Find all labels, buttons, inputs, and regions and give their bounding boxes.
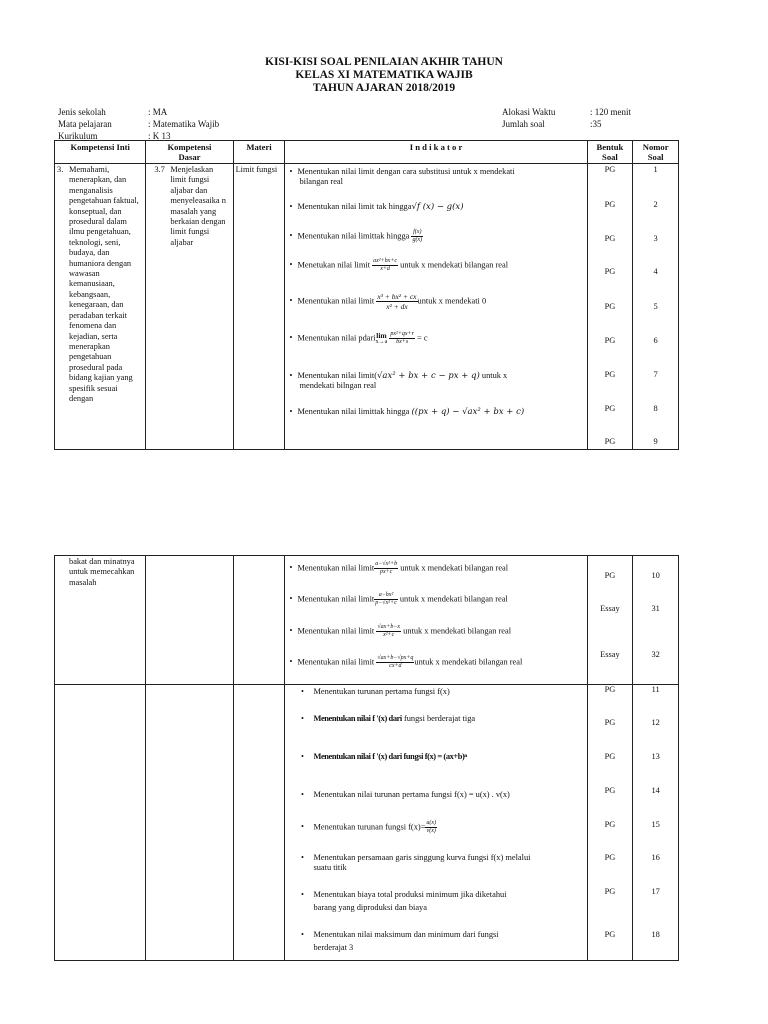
indikator-31-num: a−bx² bbox=[374, 592, 398, 600]
indikator-5-fraction bbox=[376, 292, 417, 311]
indikator-15-fraction bbox=[425, 820, 437, 835]
indikator-6-den: bx+s bbox=[396, 339, 409, 345]
bentuk-31: Essay bbox=[600, 604, 620, 613]
indikator-3-num: f(x) bbox=[413, 229, 422, 235]
indikator-15: • Menentukan turunan fungsi f(x)= $\frac{u(x)}{v(x)}$ bbox=[301, 820, 437, 834]
header-indikator: I n d i k a t o r bbox=[285, 141, 587, 164]
indikator-3: • Menentukan nilai limittak hingga $\frac{f(x)}{g(x)}$ bbox=[289, 229, 423, 243]
indikator-7-text-cont: untuk x bbox=[481, 371, 508, 380]
indikator-4-text: Menetukan nilai limit bbox=[297, 260, 371, 270]
materi-cell-empty bbox=[233, 685, 285, 961]
indikator-ess-text-cont: untuk x mendekati bilangan real bbox=[403, 626, 512, 636]
indikator-cell-2b bbox=[285, 685, 587, 961]
indikator-18-text: Menentukan nilai maksimum dan minimum dari fungsi bbox=[313, 930, 499, 939]
nomor-1: 1 bbox=[653, 165, 658, 174]
bentuk-5: PG bbox=[604, 302, 616, 311]
mapel-label: Mata pelajaran bbox=[58, 119, 112, 129]
indikator-5-num: x³ + bx² + cx bbox=[377, 292, 417, 301]
indikator-18: • Menentukan nilai maksimum dan minimum dari fungsi berderajat 3 bbox=[291, 930, 580, 954]
nomor-9: 9 bbox=[653, 437, 658, 446]
bentuk-1: PG bbox=[604, 165, 616, 174]
nomor-5: 5 bbox=[653, 302, 658, 311]
bentuk-2: PG bbox=[604, 200, 616, 209]
indikator-ess: • Menentukan nilai limit $\frac{√ax+b-x}{\text{x²+c}}$ untuk x mendekati bilangan real bbox=[289, 624, 512, 638]
indikator-31-fraction bbox=[374, 592, 398, 607]
indikator-8-text: Menentukan nilai limittak hingga bbox=[297, 407, 410, 416]
indikator-12-text: Menentukan nilai f '(x) dari bbox=[313, 714, 402, 723]
indikator-2-text: Menentukan nilai limit tak hingga bbox=[297, 202, 412, 211]
indikator-5-text-cont: untuk x mendekati 0 bbox=[417, 296, 487, 306]
kisi-table-page2 bbox=[54, 555, 679, 961]
indikator-cell-2a bbox=[285, 556, 587, 685]
jenis-label: Jenis sekolah bbox=[58, 107, 106, 117]
bentuk-7: PG bbox=[604, 370, 616, 379]
jenis-value: : MA bbox=[148, 107, 168, 117]
bentuk-8: PG bbox=[604, 404, 616, 413]
header-bentuk bbox=[587, 141, 633, 164]
header-nomor bbox=[633, 141, 679, 164]
header-kd-line2: Dasar bbox=[178, 152, 201, 162]
indikator-6-lim-sub: x→a bbox=[375, 338, 388, 345]
indikator-4-num: ax²+bx+c bbox=[373, 258, 398, 264]
indikator-11: • Menentukan turunan pertama fungsi f(x) bbox=[301, 687, 450, 696]
nomor-cell bbox=[633, 164, 679, 450]
bentuk-9: PG bbox=[604, 437, 616, 446]
nomor-2: 2 bbox=[653, 200, 658, 209]
indikator-3-den: g(x) bbox=[412, 237, 423, 243]
indikator-3-fraction bbox=[411, 229, 423, 244]
bentuk-14: PG bbox=[604, 786, 616, 795]
nomor-cell-2a bbox=[633, 556, 679, 685]
indikator-10-den: px+c bbox=[379, 569, 393, 575]
bentuk-cell-2b bbox=[587, 685, 633, 961]
header-kd bbox=[146, 141, 233, 164]
indikator-15-den: v(x) bbox=[426, 828, 436, 834]
indikator-6-lim-word: lim bbox=[376, 330, 387, 340]
indikator-32: • Menentukan nilai limit $\frac{√ax+b-√px+q}{cx+d}$ untuk x mendekati bilangan real bbox=[289, 655, 523, 669]
bentuk-12: PG bbox=[604, 718, 616, 727]
nomor-13: 13 bbox=[651, 752, 660, 761]
nomor-18: 18 bbox=[651, 930, 660, 939]
bentuk-11: PG bbox=[604, 685, 616, 694]
kurikulum-label: Kurikulum bbox=[58, 131, 98, 141]
nomor-10: 10 bbox=[651, 571, 660, 580]
nomor-6: 6 bbox=[653, 336, 658, 345]
nomor-3: 3 bbox=[653, 234, 658, 243]
nomor-14: 14 bbox=[651, 786, 660, 795]
indikator-1-text-cont: bilangan real bbox=[299, 177, 343, 187]
nomor-7: 7 bbox=[653, 370, 658, 379]
kd-number: 3.7 bbox=[154, 165, 165, 174]
indikator-5-text: Menentukan nilai limit bbox=[297, 296, 375, 306]
bentuk-18: PG bbox=[604, 930, 616, 939]
indikator-1-text: Menentukan nilai limit dengan cara substitusi untuk x mendekati bbox=[297, 167, 515, 176]
kd-cell bbox=[146, 164, 233, 450]
indikator-31-den: p−√x²+c bbox=[375, 600, 397, 606]
indikator-17-text-cont: barang yang diproduksi dan biaya bbox=[313, 903, 427, 913]
meta-right bbox=[502, 106, 631, 130]
bentuk-3: PG bbox=[604, 234, 616, 243]
nomor-32: 32 bbox=[651, 650, 660, 659]
header-kd-line1: Kompetensi bbox=[167, 142, 212, 152]
nomor-11: 11 bbox=[651, 685, 660, 694]
document-subtitle-class: KELAS XI MATEMATIKA WAJIB bbox=[295, 69, 473, 81]
indikator-10: • Menentukan nilai limit $\frac{\text{a−√x²+b}}{px+c}$ untuk x mendekati bilangan real bbox=[289, 561, 509, 575]
indikator-32-text: Menentukan nilai limit bbox=[297, 657, 375, 667]
waktu-label: Alokasi Waktu bbox=[502, 107, 556, 117]
bentuk-10: PG bbox=[604, 571, 616, 580]
nomor-31: 31 bbox=[651, 604, 660, 613]
ki-text-part1: Memahami, menerapkan, dan menganalisis pengetahuan faktual, konseptual, dan prosedural dalam ilmu pengetahuan, teknologi, seni, budaya, dan humaniora dengan wawasan kemanusiaan, kebangsaan, kenegaraan, dan peradaban terkait fenomena dan kejadian, serta menerapkan pengetahuan prosedural pada bidang kajian yang spesifik sesuai dengan bbox=[69, 165, 139, 403]
indikator-8: • Menentukan nilai limittak hingga ((px + q) − √ax² + bx + c) bbox=[289, 407, 525, 417]
indikator-7: • Menentukan nilai limit(√ax² + bx + c − px + q) untuk x mendekati bilngan real bbox=[289, 371, 582, 392]
indikator-1: • Menentukan nilai limit dengan cara substitusi untuk x mendekati bilangan real bbox=[289, 167, 582, 188]
indikator-ess-text: Menentukan nilai limit bbox=[297, 626, 375, 636]
bentuk-17: PG bbox=[604, 887, 616, 896]
indikator-4-text-cont: untuk x mendekati bilangan real bbox=[400, 260, 509, 270]
header-nomor-line2: Soal bbox=[647, 152, 664, 162]
indikator-6-text-cont: = c bbox=[417, 333, 428, 343]
kisi-table-page1 bbox=[54, 140, 679, 450]
indikator-7-math: √ax² + bx + c − px + q) bbox=[377, 371, 480, 381]
indikator-16-text-cont: suatu titik bbox=[313, 863, 347, 873]
header-materi: Materi bbox=[233, 141, 285, 164]
waktu-value: : 120 menit bbox=[590, 107, 631, 117]
indikator-4-den: x+d bbox=[380, 266, 390, 272]
header-nomor-line1: Nomor bbox=[642, 142, 669, 152]
indikator-2: • Menentukan nilai limit tak hingga√f (x) − g(x) bbox=[289, 202, 464, 212]
ki-text-part2: bakat dan minatnya untuk memecahkan masalah bbox=[69, 557, 135, 587]
indikator-6: • Menentukan nilai pdari lim x→a $\frac{\text{px²+qx+r}}{bx+s}$ = c bbox=[289, 330, 428, 345]
indikator-7-text-cont2: mendekati bilngan real bbox=[299, 381, 377, 391]
indikator-31-text: Menentukan nilai limit bbox=[297, 594, 375, 604]
indikator-17-text: Menentukan biaya total produksi minimum jika diketahui bbox=[313, 890, 507, 899]
indikator-31: • Menentukan nilai limit $\frac{\text{a−bx²}}{\text{p−√x²+c}}$ untuk x mendekati bilangan real bbox=[289, 592, 508, 606]
document-subtitle-year: TAHUN AJARAN 2018/2019 bbox=[312, 82, 456, 94]
indikator-8-math: ((px + q) − √ax² + bx + c) bbox=[411, 407, 525, 417]
indikator-5: • Menentukan nilai limit $\frac{\text{x³ + bx² + cx}}{\text{x² + dx}}$ untuk x mendekati 0 bbox=[289, 292, 487, 311]
materi-cell bbox=[233, 164, 285, 450]
nomor-15: 15 bbox=[651, 820, 660, 829]
nomor-16: 16 bbox=[651, 853, 660, 862]
indikator-12: • Menentukan nilai f '(x) dari fungsi berderajat tiga bbox=[301, 714, 476, 723]
indikator-4: • Menetukan nilai limit $\frac{\text{ax²+bx+c}}{x+d}$ untuk x mendekati bilangan real bbox=[289, 258, 509, 272]
nomor-4: 4 bbox=[653, 267, 658, 276]
indikator-15-num: u(x) bbox=[426, 820, 437, 826]
indikator-16: • Menentukan persamaan garis singgung kurva fungsi f(x) melalui suatu titik bbox=[291, 853, 580, 874]
indikator-13-text: Menentukan nilai f '(x) dari fungsi f(x) = (ax+b)ⁿ bbox=[313, 752, 467, 761]
header-bentuk-line1: Bentuk bbox=[596, 142, 624, 152]
nomor-12: 12 bbox=[651, 718, 660, 727]
ki-cell-cont bbox=[55, 556, 146, 685]
indikator-10-fraction bbox=[374, 561, 398, 576]
indikator-12-text-cont: fungsi berderajat tiga bbox=[403, 714, 476, 723]
kd-cell-cont bbox=[146, 556, 233, 685]
bentuk-32: Essay bbox=[600, 650, 620, 659]
indikator-10-num: a−√x²+b bbox=[375, 561, 398, 567]
header-ki: Kompetensi Inti bbox=[55, 141, 146, 164]
ki-number: 3. bbox=[57, 165, 64, 174]
nomor-8: 8 bbox=[653, 404, 658, 413]
jumlah-label: Jumlah soal bbox=[502, 119, 545, 129]
nomor-17: 17 bbox=[651, 887, 660, 896]
ki-cell-empty bbox=[55, 685, 146, 961]
indikator-31-text-cont: untuk x mendekati bilangan real bbox=[399, 594, 508, 604]
indikator-6-fraction bbox=[389, 331, 415, 346]
jumlah-value: :35 bbox=[590, 119, 602, 129]
indikator-14-text: Menentukan nilai turunan pertama fungsi f(x) = u(x) . v(x) bbox=[313, 790, 510, 799]
bentuk-16: PG bbox=[604, 853, 616, 862]
indikator-6-text: Menentukan nilai pdari bbox=[297, 333, 376, 343]
indikator-2-math: √f (x) − g(x) bbox=[411, 202, 464, 212]
bentuk-15: PG bbox=[604, 820, 616, 829]
indikator-4-fraction bbox=[372, 258, 398, 273]
meta-left bbox=[58, 106, 219, 142]
bentuk-cell-2a bbox=[587, 556, 633, 685]
indikator-15-text: Menentukan turunan fungsi f(x)= bbox=[313, 822, 426, 832]
indikator-7-text: Menentukan nilai limit( bbox=[297, 371, 378, 380]
indikator-10-text-cont: untuk x mendekati bilangan real bbox=[400, 563, 509, 573]
kd-text: Menjelaskan limit fungsi aljabar dan menyeleasaika n masalah yang berkaian dengan limit fungsi aljabar bbox=[170, 165, 226, 247]
indikator-10-text: Menentukan nilai limit bbox=[297, 563, 375, 573]
document-title: KISI-KISI SOAL PENILAIAN AKHIR TAHUN bbox=[265, 56, 503, 68]
bentuk-6: PG bbox=[604, 336, 616, 345]
indikator-18-text-cont: berderajat 3 bbox=[313, 943, 354, 953]
bentuk-cell bbox=[587, 164, 633, 450]
indikator-ess-den: x²+c bbox=[383, 632, 395, 638]
bentuk-13: PG bbox=[604, 752, 616, 761]
indikator-ess-num: √ax+b−x bbox=[377, 624, 401, 630]
bentuk-4: PG bbox=[604, 267, 616, 276]
kurikulum-value: : K 13 bbox=[148, 131, 171, 141]
indikator-11-text: Menentukan turunan pertama fungsi f(x) bbox=[313, 687, 450, 696]
indikator-6-num: px²+qx+r bbox=[390, 331, 414, 337]
nomor-cell-2b bbox=[633, 685, 679, 961]
indikator-32-num: √ax+b−√px+q bbox=[377, 655, 414, 661]
materi-text: Limit fungsi bbox=[235, 165, 278, 174]
header-bentuk-line2: Soal bbox=[602, 152, 618, 162]
indikator-32-text-cont: untuk x mendekati bilangan real bbox=[414, 657, 523, 667]
indikator-3-text: Menentukan nilai limittak hingga bbox=[297, 231, 410, 241]
indikator-5-den: x² + dx bbox=[386, 302, 408, 311]
ki-cell bbox=[55, 164, 146, 450]
indikator-ess-fraction bbox=[376, 624, 401, 639]
indikator-13: • Menentukan nilai f '(x) dari fungsi f(x) = (ax+b)ⁿ bbox=[301, 752, 467, 761]
indikator-17: • Menentukan biaya total produksi minimum jika diketahui barang yang diproduksi dan biaya bbox=[291, 890, 580, 914]
indikator-cell bbox=[285, 164, 587, 450]
mapel-value: : Matematika Wajib bbox=[148, 119, 220, 129]
indikator-32-den: cx+d bbox=[389, 663, 402, 669]
materi-cell-cont bbox=[233, 556, 285, 685]
indikator-16-text: Menentukan persamaan garis singgung kurva fungsi f(x) melalui bbox=[313, 853, 531, 862]
indikator-14: • Menentukan nilai turunan pertama fungsi f(x) = u(x) . v(x) bbox=[301, 790, 510, 799]
kd-cell-empty bbox=[146, 685, 233, 961]
indikator-32-fraction bbox=[376, 655, 414, 670]
indikator-6-lim bbox=[376, 332, 388, 346]
